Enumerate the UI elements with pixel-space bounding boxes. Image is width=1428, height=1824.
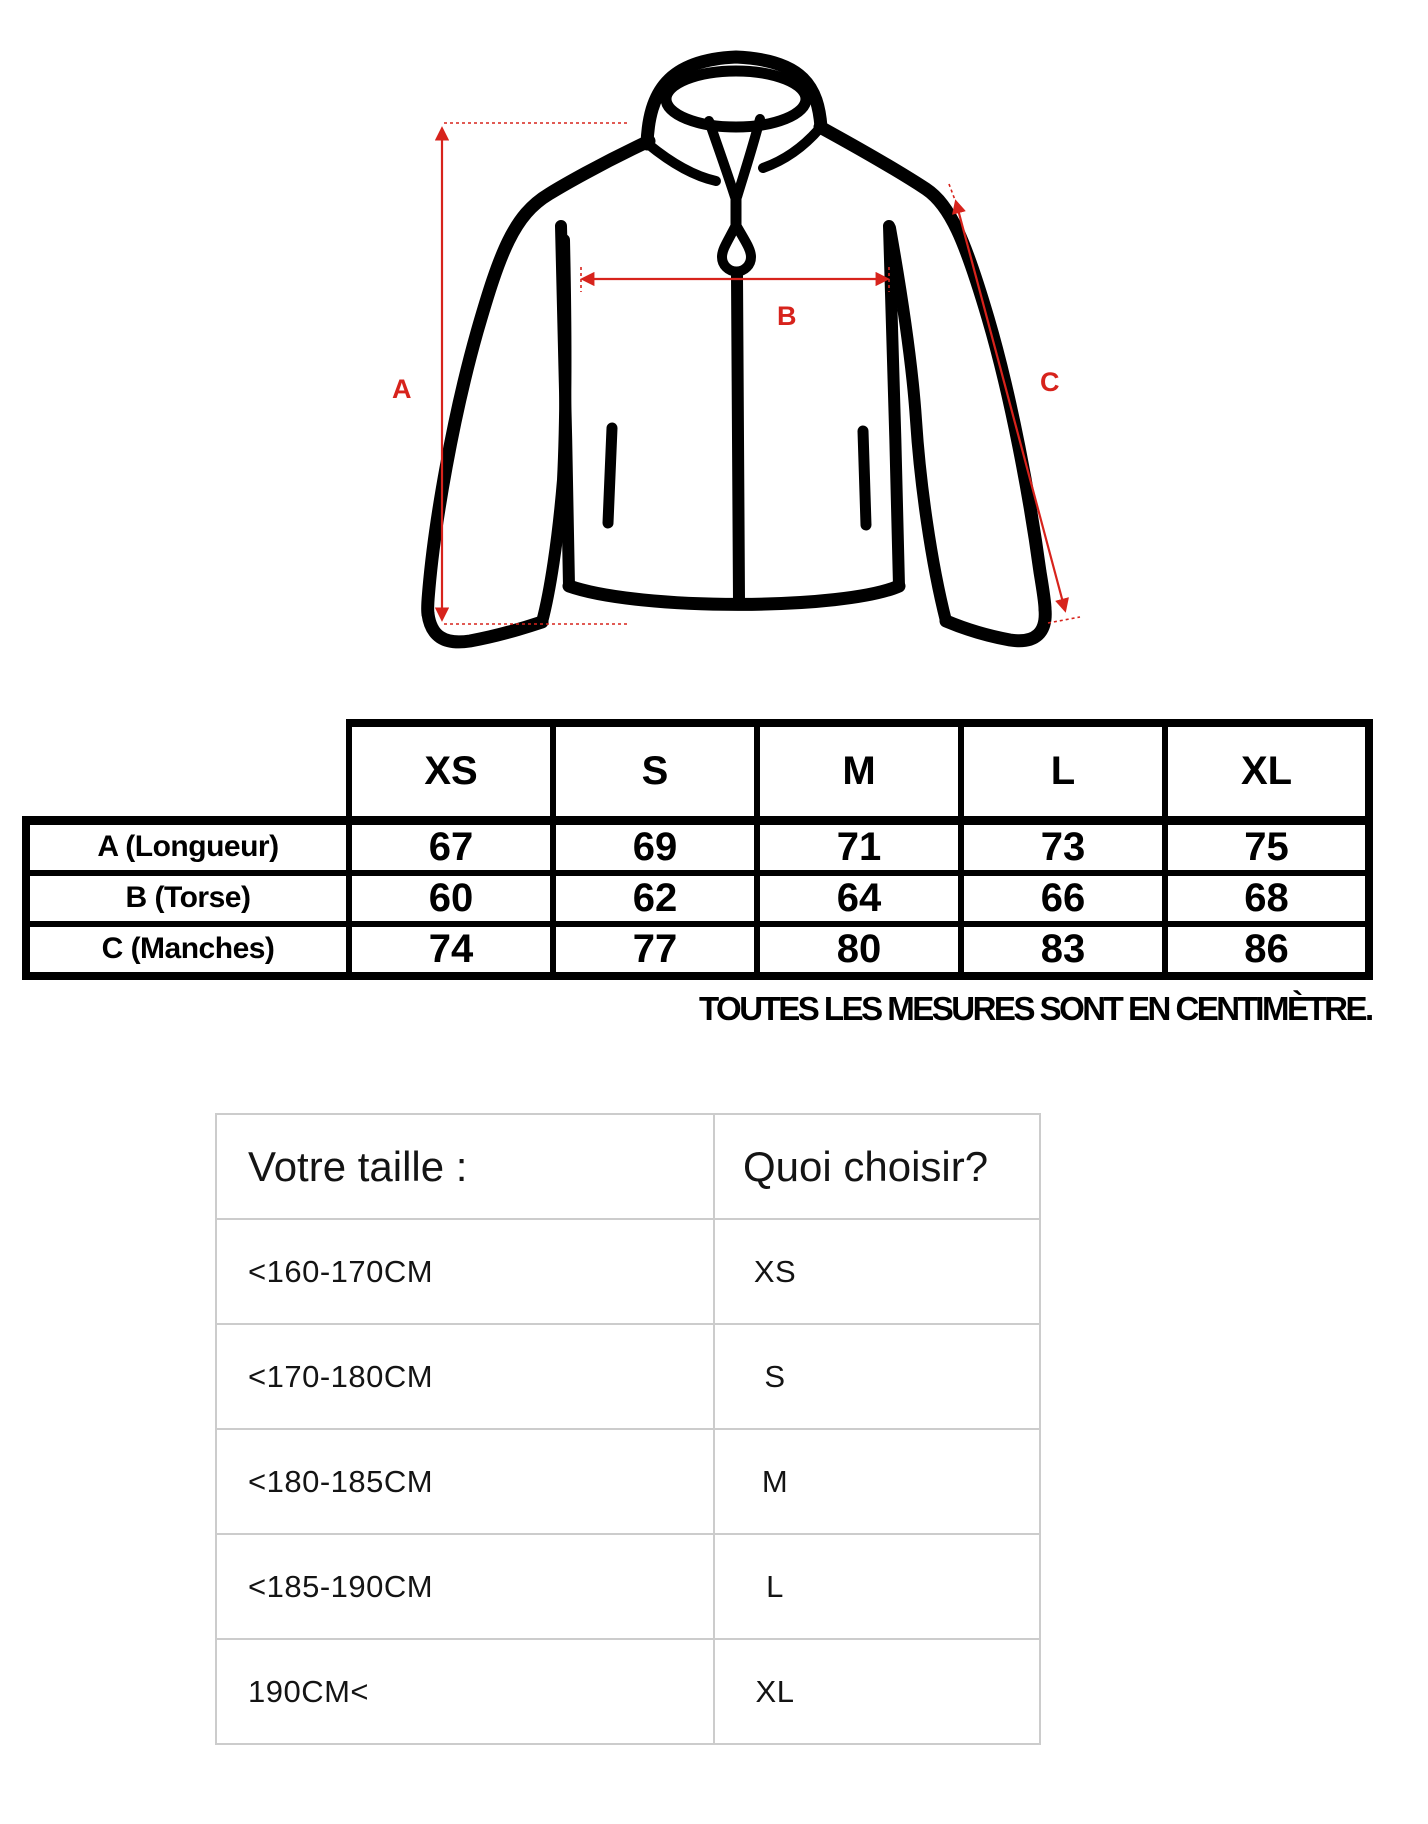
measure-label-c: C	[1040, 367, 1061, 397]
size-col-xl: XL	[1165, 723, 1369, 820]
recommended-size	[714, 1639, 1040, 1744]
recommended-size	[714, 1429, 1040, 1534]
row-label-chest: B (Torse)	[26, 873, 349, 924]
recommended-size	[714, 1219, 1040, 1324]
jacket-drawing	[0, 0, 1428, 690]
fit-header-height: Votre taille :	[216, 1114, 714, 1219]
chest-l: 66	[961, 873, 1165, 924]
measure-label-a: A	[392, 374, 413, 404]
size-col-l: L	[961, 723, 1165, 820]
fit-table-header-row	[216, 1114, 1040, 1219]
height-range: <185-190CM	[216, 1534, 714, 1639]
measure-c-bottom-dash	[1048, 617, 1080, 623]
chest-xl: 68	[1165, 873, 1369, 924]
measure-c-line	[956, 202, 1065, 610]
size-measurements-table	[22, 719, 1373, 980]
size-recommendation-table	[215, 1113, 1041, 1745]
sleeves-l: 83	[961, 924, 1165, 976]
fit-row-xl	[216, 1639, 1040, 1744]
fit-header-size: Quoi choisir?	[714, 1114, 1040, 1219]
chest-xs: 60	[349, 873, 553, 924]
sleeves-xs: 74	[349, 924, 553, 976]
measure-label-b: B	[777, 301, 798, 331]
measure-c-top-dash	[949, 184, 955, 200]
row-label-length: A (Longueur)	[26, 820, 349, 873]
left-pocket-slit	[608, 428, 612, 523]
length-s: 69	[553, 820, 757, 873]
recommended-size-value: XL	[755, 1673, 795, 1709]
collar-opening	[666, 71, 806, 127]
height-range: <180-185CM	[216, 1429, 714, 1534]
height-range: 190CM<	[216, 1639, 714, 1744]
fit-row-xs	[216, 1219, 1040, 1324]
recommended-size-value: M	[761, 1463, 789, 1499]
recommended-size-value: L	[766, 1568, 784, 1604]
measure-row-length	[26, 820, 1369, 873]
fit-row-l	[216, 1534, 1040, 1639]
zipper-pull	[722, 225, 751, 272]
size-col-s: S	[553, 723, 757, 820]
row-label-sleeves: C (Manches)	[26, 924, 349, 976]
sleeves-xl: 86	[1165, 924, 1369, 976]
chest-s: 62	[553, 873, 757, 924]
size-table-header-row	[26, 723, 1369, 820]
fit-row-s	[216, 1324, 1040, 1429]
measure-row-chest	[26, 873, 1369, 924]
length-m: 71	[757, 820, 961, 873]
recommended-size-value: XS	[753, 1253, 797, 1289]
size-col-m: M	[757, 723, 961, 820]
recommended-size	[714, 1324, 1040, 1429]
jacket-outline	[428, 57, 1046, 642]
fit-row-m	[216, 1429, 1040, 1534]
size-table-corner-cell	[26, 723, 349, 820]
right-pocket-slit	[863, 431, 866, 525]
measure-row-sleeves	[26, 924, 1369, 976]
sleeves-s: 77	[553, 924, 757, 976]
length-xl: 75	[1165, 820, 1369, 873]
length-xs: 67	[349, 820, 553, 873]
recommended-size	[714, 1534, 1040, 1639]
recommended-size-value: S	[764, 1358, 786, 1394]
zipper-line	[737, 276, 739, 600]
size-col-xs: XS	[349, 723, 553, 820]
height-range: <170-180CM	[216, 1324, 714, 1429]
measurements-unit-note: TOUTES LES MESURES SONT EN CENTIMÈTRE.	[699, 990, 1372, 1027]
sleeves-m: 80	[757, 924, 961, 976]
length-l: 73	[961, 820, 1165, 873]
height-range: <160-170CM	[216, 1219, 714, 1324]
chest-m: 64	[757, 873, 961, 924]
jacket-measurement-diagram	[0, 0, 1428, 690]
